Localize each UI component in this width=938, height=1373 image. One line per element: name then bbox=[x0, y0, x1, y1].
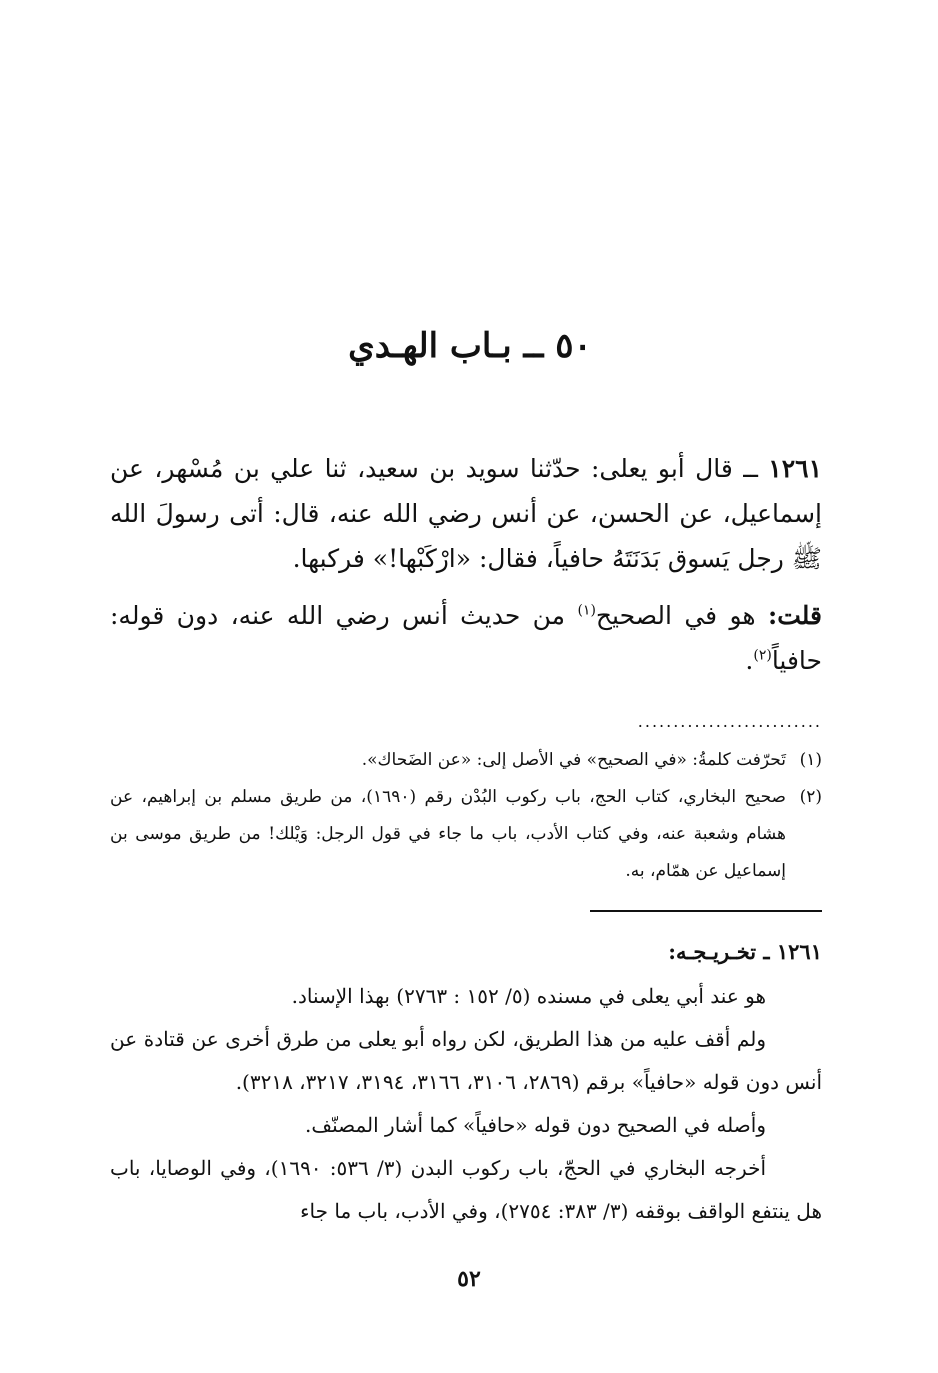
hadith-text: ــ قال أبو يعلى: حدّثنا سويد بن سعيد، ثنا علي بن مُسْهر، عن إسماعيل، عن الحسن، عن أنس رضي الله عنه، قال: أتى رسولَ الله ﷺ رجل يَسوق بَدَنَتَهُ حافياً، فقال: «ارْكَبْها!» فركبها. bbox=[110, 454, 822, 573]
takhrij-paragraph: هو عند أبي يعلى في مسنده (٥/ ١٥٢ : ٢٧٦٣) بهذا الإسناد. bbox=[291, 984, 766, 1008]
note-part-2: من حديث أنس رضي الله عنه، دون قوله: حافياً bbox=[110, 601, 822, 675]
hadith-number: ١٢٦١ bbox=[768, 454, 822, 483]
footnote-number: (٢) bbox=[799, 787, 822, 807]
takhrij-paragraph: ولم أقف عليه من هذا الطريق، لكن رواه أبو يعلى من طرق أخرى عن قتادة عن أنس دون قوله «حافياً» برقم (٢٨٦٩، ٣١٠٦، ٣١٦٦، ٣١٩٤، ٣٢١٧، ٣٢١٨). bbox=[110, 1027, 822, 1094]
footnotes bbox=[110, 742, 822, 890]
footnote-text: تَحرّفت كلمةُ: «في الصحيح» في الأصل إلى: «عن الضَحاك». bbox=[361, 750, 786, 770]
note-end: . bbox=[745, 646, 754, 675]
takhrij-paragraph: أخرجه البخاري في الحجّ، باب ركوب البدن (٣/ ٥٣٦: ١٦٩٠)، وفي الوصايا، باب هل ينتفع الواقف بوقفه (٣/ ٣٨٣: ٢٧٥٤)، وفي الأدب، باب ما جاء bbox=[110, 1156, 822, 1223]
footnote-text: صحيح البخاري، كتاب الحج، باب ركوب البُدْن رقم (١٦٩٠)، من طريق مسلم بن إبراهيم، عن هشام وشعبة عنه، وفي كتاب الأدب، باب ما جاء في قول الرجل: وَيْلك! من طريق موسى بن إسماعيل عن همّام، به. bbox=[110, 787, 786, 881]
takhrij-heading: ١٢٦١ ـ تخـريـجـه: bbox=[668, 939, 822, 964]
note-lead: قلت: bbox=[767, 601, 822, 630]
footnote bbox=[110, 779, 822, 890]
takhrij-section bbox=[110, 930, 822, 1233]
section-divider bbox=[590, 910, 822, 912]
footnote-separator: .......................... bbox=[637, 712, 822, 731]
main-text bbox=[110, 446, 822, 683]
footnote-number: (١) bbox=[799, 750, 822, 770]
footnote bbox=[110, 742, 822, 779]
chapter-title: ٥٠ ــ بـاب الهـدي bbox=[348, 326, 592, 366]
footnote-ref-1: (١) bbox=[577, 602, 596, 619]
author-note-paragraph bbox=[110, 593, 822, 683]
hadith-paragraph bbox=[110, 446, 822, 581]
page-number: ٥٢ bbox=[457, 1266, 481, 1292]
note-part-1: هو في الصحيح bbox=[595, 601, 756, 630]
takhrij-paragraph: وأصله في الصحيح دون قوله «حافياً» كما أشار المصنّف. bbox=[305, 1113, 766, 1137]
footnote-ref-2: (٢) bbox=[753, 647, 772, 664]
